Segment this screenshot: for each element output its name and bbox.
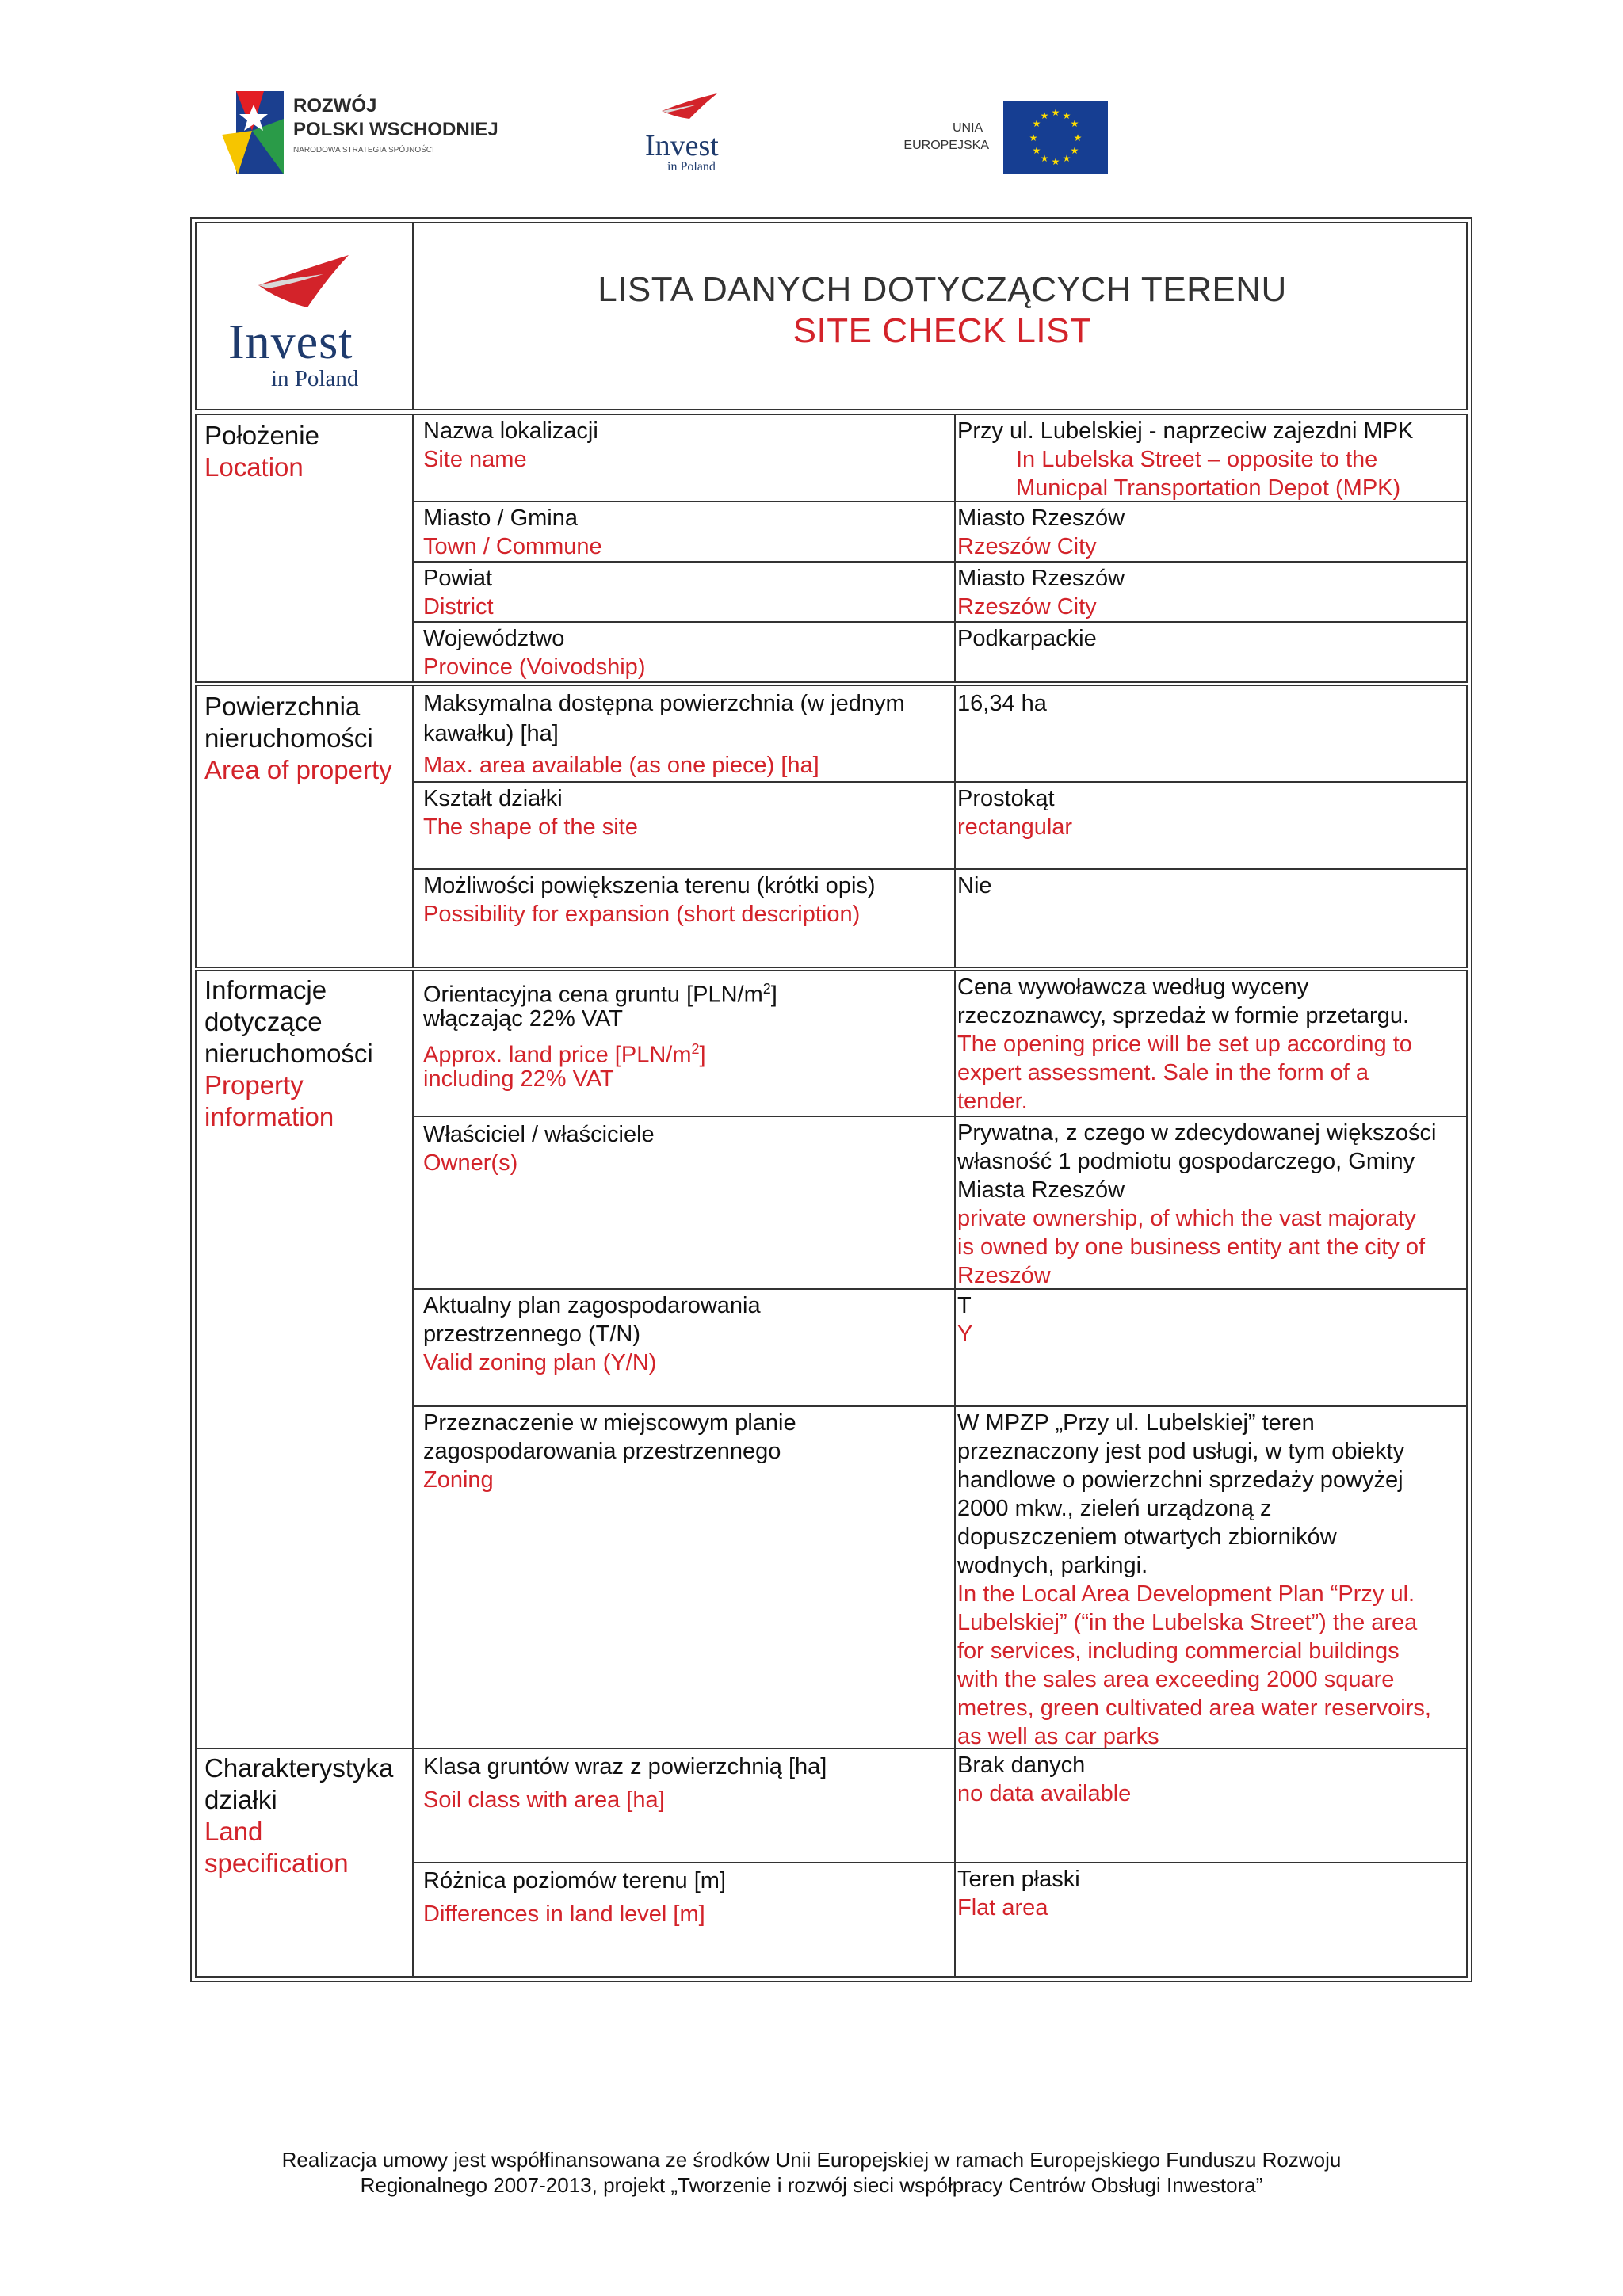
- section-info-pl3: nieruchomości: [204, 1039, 373, 1068]
- province-value-pl: Podkarpackie: [957, 626, 1097, 651]
- site-name-label-cell: [412, 414, 956, 502]
- owner-value-en1: private ownership, of which the vast majoraty: [957, 1206, 1416, 1231]
- svg-text:★: ★: [1032, 118, 1041, 129]
- owner-label-cell: [412, 1116, 956, 1290]
- zoning-label-pl2: zagospodarowania przestrzennego: [423, 1439, 781, 1464]
- owner-label-pl: Właściciel / właściciele: [423, 1122, 655, 1147]
- section-info-pl1: Informacje: [204, 975, 327, 1005]
- price-value-pl2: rzeczoznawcy, sprzedaż w formie przetargu.: [957, 1003, 1410, 1028]
- section-info-en2: information: [204, 1102, 334, 1131]
- iip-large-word: Invest: [228, 315, 353, 369]
- owner-value-pl1: Prywatna, z czego w zdecydowanej większości: [957, 1120, 1437, 1146]
- iip-large-swoosh-icon: [255, 255, 350, 318]
- site-name-label-en: Site name: [423, 447, 527, 472]
- footer-line2: Regionalnego 2007-2013, projekt „Tworzenie i rozwój sieci współpracy Centrów Obsługi Inwestora”: [360, 2173, 1263, 2197]
- zoning-value-pl-line: dopuszczeniem otwartych zbiorników: [957, 1524, 1337, 1550]
- zoning-plan-label-cell: [412, 1288, 956, 1407]
- shape-value-pl: Prostokąt: [957, 786, 1055, 811]
- shape-label-pl: Kształt działki: [423, 786, 563, 811]
- province-label-en: Province (Voivodship): [423, 654, 646, 680]
- zoning-value-en-line: metres, green cultivated area water reservoirs,: [957, 1695, 1431, 1721]
- province-label-pl: Województwo: [423, 626, 565, 651]
- max-area-label-pl2: kawałku) [ha]: [423, 721, 559, 746]
- shape-label-cell: [412, 781, 956, 870]
- eu-line2: EUROPEJSKA: [903, 139, 989, 152]
- header-logo-cell: [195, 222, 414, 410]
- zoning-value-en-line: Lubelskiej” (“in the Lubelska Street”) the area: [957, 1610, 1418, 1635]
- price-label-pl1-sup: 2: [762, 981, 771, 997]
- rpw-line1: ROZWÓJ: [293, 95, 377, 116]
- section-land-en2: specification: [204, 1848, 349, 1878]
- town-value-cell: [954, 501, 1468, 563]
- max-area-label-en: Max. area available (as one piece) [ha]: [423, 753, 819, 778]
- zoning-value-en-line: for services, including commercial buildings: [957, 1638, 1400, 1664]
- price-label-en1-text: Approx. land price [PLN/m: [423, 1042, 692, 1068]
- district-value-pl: Miasto Rzeszów: [957, 566, 1125, 591]
- svg-text:★: ★: [1040, 110, 1049, 121]
- site-name-label-pl: Nazwa lokalizacji: [423, 418, 598, 444]
- zoning-plan-label-pl1: Aktualny plan zagospodarowania: [423, 1293, 761, 1318]
- svg-text:★: ★: [1032, 145, 1041, 156]
- iip-swoosh-icon: [658, 93, 721, 125]
- title-en: SITE CHECK LIST: [792, 311, 1092, 350]
- site-name-value-en1: In Lubelska Street – opposite to the: [1016, 447, 1378, 472]
- svg-text:★: ★: [1029, 132, 1038, 143]
- soil-label-cell: [412, 1748, 956, 1863]
- zoning-value-pl-line: 2000 mkw., zieleń urządzoną z: [957, 1496, 1272, 1521]
- price-value-en2: expert assessment. Sale in the form of a: [957, 1060, 1369, 1085]
- district-label-cell: [412, 561, 956, 623]
- section-area-en: Area of property: [204, 755, 392, 784]
- top-logos: [0, 87, 1623, 182]
- svg-text:★: ★: [1062, 153, 1071, 164]
- section-land-pl1: Charakterystyka: [204, 1753, 394, 1783]
- title-pl: LISTA DANYCH DOTYCZĄCYCH TERENU: [598, 270, 1287, 309]
- soil-value-pl: Brak danych: [957, 1753, 1086, 1778]
- svg-text:★: ★: [1040, 153, 1049, 164]
- town-label-cell: [412, 501, 956, 563]
- owner-value-pl3: Miasta Rzeszów: [957, 1177, 1125, 1203]
- invest-in-poland-small-logo: [643, 93, 739, 181]
- expansion-value-cell: [954, 868, 1468, 968]
- footer-line1: Realizacja umowy jest współfinansowana ze środków Unii Europejskiej w ramach Europejskiego Funduszu Rozwoju: [281, 2148, 1342, 2172]
- price-value-cell: [954, 970, 1468, 1117]
- expansion-label-pl: Możliwości powiększenia terenu (krótki opis): [423, 873, 876, 898]
- zoning-plan-value-en: Y: [957, 1322, 973, 1347]
- price-label-pl1-end: ]: [770, 982, 777, 1008]
- shape-value-en: rectangular: [957, 814, 1073, 840]
- district-value-en: Rzeszów City: [957, 594, 1097, 620]
- zoning-label-pl1: Przeznaczenie w miejscowym planie: [423, 1410, 796, 1436]
- price-label-pl2: włączając 22% VAT: [423, 1006, 623, 1032]
- owner-value-en2: is owned by one business entity ant the city of: [957, 1234, 1426, 1260]
- expansion-label-cell: [412, 868, 956, 968]
- expansion-label-en: Possibility for expansion (short description): [423, 902, 861, 927]
- eu-line1: UNIA: [953, 121, 983, 135]
- level-value-pl: Teren płaski: [957, 1867, 1080, 1892]
- zoning-plan-label-en: Valid zoning plan (Y/N): [423, 1350, 657, 1375]
- max-area-label-pl1: Maksymalna dostępna powierzchnia (w jednym: [423, 691, 905, 716]
- page-title: [415, 269, 1469, 352]
- section-info-pl2: dotyczące: [204, 1007, 323, 1036]
- town-value-en: Rzeszów City: [957, 534, 1097, 559]
- svg-text:★: ★: [1070, 145, 1079, 156]
- soil-label-en: Soil class with area [ha]: [423, 1787, 665, 1813]
- price-value-en3: tender.: [957, 1089, 1028, 1114]
- level-label-en: Differences in land level [m]: [423, 1901, 705, 1927]
- site-name-value-en2: Municpal Transportation Depot (MPK): [1016, 475, 1401, 501]
- zoning-value-pl-line: W MPZP „Przy ul. Lubelskiej” teren: [957, 1410, 1315, 1436]
- section-location: [195, 414, 414, 683]
- owner-label-en: Owner(s): [423, 1150, 518, 1176]
- province-label-cell: [412, 621, 956, 683]
- zoning-plan-value-pl: T: [957, 1293, 972, 1318]
- town-value-pl: Miasto Rzeszów: [957, 505, 1125, 531]
- zoning-label-cell: [412, 1405, 956, 1749]
- eu-flag-icon: [1003, 101, 1108, 174]
- section-area-pl1: Powierzchnia: [204, 692, 361, 721]
- section-location-en: Location: [204, 452, 304, 482]
- soil-value-cell: [954, 1748, 1468, 1863]
- soil-value-en: no data available: [957, 1781, 1132, 1806]
- level-label-cell: [412, 1862, 956, 1978]
- rpw-emblem-icon: [220, 87, 292, 178]
- district-label-pl: Powiat: [423, 566, 493, 591]
- max-area-value-cell: [954, 685, 1468, 783]
- zoning-value-en-line: In the Local Area Development Plan “Przy ul.: [957, 1581, 1415, 1607]
- owner-value-cell: [954, 1116, 1468, 1290]
- rpw-line2: POLSKI WSCHODNIEJ: [293, 119, 498, 140]
- site-name-value-cell: [954, 414, 1468, 502]
- iip-small-word: Invest: [645, 129, 719, 162]
- owner-value-pl2: własność 1 podmiotu gospodarczego, Gminy: [957, 1149, 1415, 1174]
- owner-value-en3: Rzeszów: [957, 1263, 1051, 1288]
- district-label-en: District: [423, 594, 494, 620]
- section-info: [195, 970, 414, 1749]
- max-area-label-cell: [412, 685, 956, 783]
- soil-label-pl: Klasa gruntów wraz z powierzchnią [ha]: [423, 1754, 827, 1779]
- svg-text:★: ★: [1051, 156, 1060, 167]
- site-name-value-pl: Przy ul. Lubelskiej - naprzeciw zajezdni MPK: [957, 418, 1414, 444]
- svg-text:★: ★: [1051, 107, 1060, 118]
- shape-value-cell: [954, 781, 1468, 870]
- footer-note: [0, 2147, 1623, 2198]
- iip-large-sub: in Poland: [271, 366, 359, 391]
- level-label-pl: Różnica poziomów terenu [m]: [423, 1868, 726, 1894]
- level-value-en: Flat area: [957, 1895, 1048, 1920]
- section-area-pl2: nieruchomości: [204, 723, 373, 753]
- zoning-value-pl-line: handlowe o powierzchni sprzedaży powyżej: [957, 1467, 1403, 1493]
- zoning-value-en-line: with the sales area exceeding 2000 square: [957, 1667, 1395, 1692]
- zoning-value-en-line: as well as car parks: [957, 1724, 1159, 1749]
- shape-label-en: The shape of the site: [423, 814, 638, 840]
- zoning-label-en: Zoning: [423, 1467, 494, 1493]
- section-land-pl2: działki: [204, 1785, 277, 1814]
- province-value-cell: [954, 621, 1468, 683]
- price-label-en2: including 22% VAT: [423, 1066, 614, 1092]
- iip-small-sub: in Poland: [667, 160, 716, 174]
- expansion-value: Nie: [957, 873, 992, 898]
- section-area: [195, 685, 414, 968]
- rozwoj-polski-wschodniej-logo: [220, 87, 521, 178]
- max-area-value: 16,34 ha: [957, 691, 1047, 716]
- price-label-cell: [412, 970, 956, 1117]
- town-label-pl: Miasto / Gmina: [423, 505, 578, 531]
- section-info-en1: Property: [204, 1070, 304, 1100]
- level-value-cell: [954, 1862, 1468, 1978]
- svg-text:★: ★: [1062, 110, 1071, 121]
- section-land: [195, 1748, 414, 1978]
- unia-europejska-logo: [896, 101, 1109, 181]
- zoning-value-pl-line: wodnych, parkingi.: [957, 1553, 1148, 1578]
- zoning-value-cell: [954, 1405, 1468, 1749]
- price-label-en1-end: ]: [699, 1042, 706, 1068]
- zoning-plan-value-cell: [954, 1288, 1468, 1407]
- svg-text:★: ★: [1073, 132, 1083, 143]
- section-land-en1: Land: [204, 1817, 263, 1846]
- price-value-pl1: Cena wywoławcza według wyceny: [957, 974, 1309, 1000]
- zoning-value-pl-line: przeznaczony jest pod usługi, w tym obiekty: [957, 1439, 1405, 1464]
- rpw-line3: NARODOWA STRATEGIA SPÓJNOŚCI: [293, 146, 434, 154]
- town-label-en: Town / Commune: [423, 534, 602, 559]
- district-value-cell: [954, 561, 1468, 623]
- price-value-en1: The opening price will be set up according to: [957, 1032, 1412, 1057]
- section-location-pl: Położenie: [204, 421, 319, 450]
- price-label-en1-sup: 2: [691, 1041, 700, 1057]
- zoning-plan-label-pl2: przestrzennego (T/N): [423, 1322, 640, 1347]
- svg-text:★: ★: [1070, 118, 1079, 129]
- price-label-pl1-text: Orientacyjna cena gruntu [PLN/m: [423, 982, 763, 1008]
